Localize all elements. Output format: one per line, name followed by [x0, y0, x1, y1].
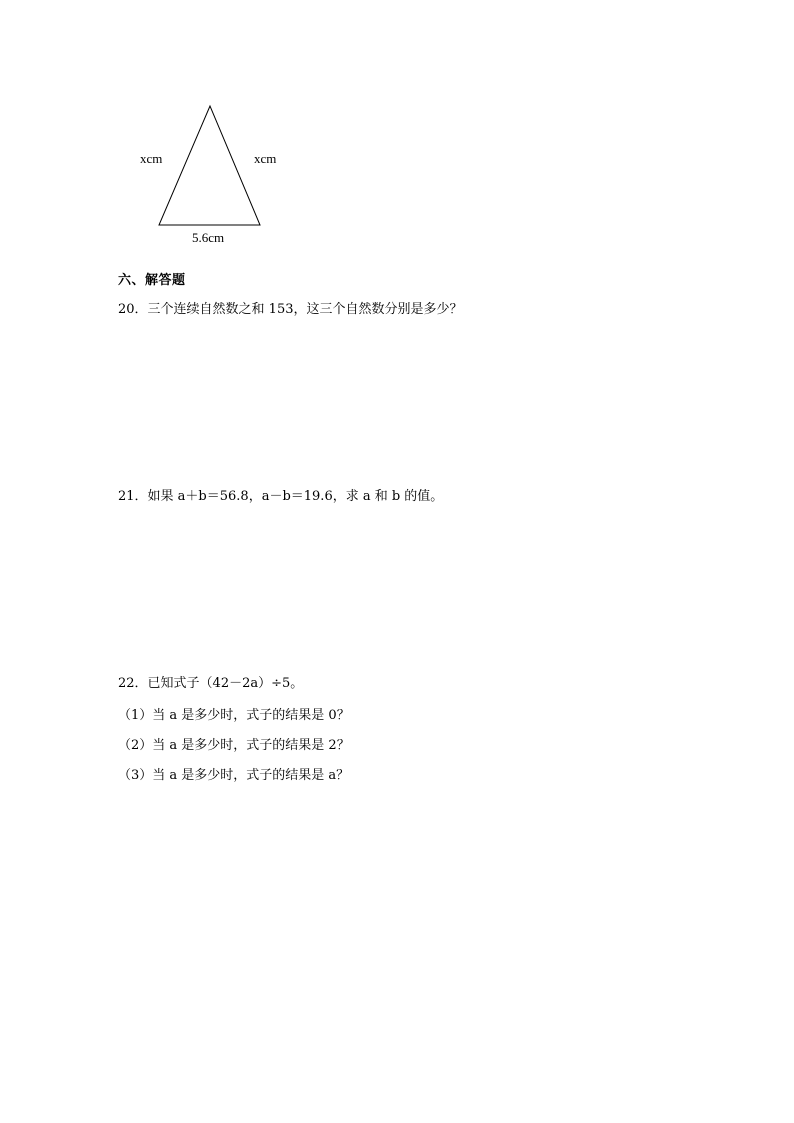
triangle-figure — [130, 100, 300, 250]
right-side-label: xcm — [254, 151, 277, 166]
question-21: 21．如果 a＋b＝56.8，a－b＝19.6，求 a 和 b 的值。 — [118, 489, 444, 504]
triangle-diagram — [130, 100, 300, 250]
left-side-label: xcm — [140, 151, 163, 166]
question-22-part-1: （1）当 a 是多少时，式子的结果是 0？ — [118, 708, 350, 723]
triangle-shape — [159, 106, 260, 225]
section-heading: 六、解答题 — [118, 273, 186, 288]
question-20: 20．三个连续自然数之和 153，这三个自然数分别是多少？ — [118, 302, 463, 317]
question-22-part-2: （2）当 a 是多少时，式子的结果是 2？ — [118, 738, 350, 753]
question-22-part-3: （3）当 a 是多少时，式子的结果是 a？ — [118, 768, 350, 783]
base-label: 5.6cm — [192, 230, 225, 245]
question-22: 22．已知式子（42－2a）÷5。 — [118, 676, 304, 691]
